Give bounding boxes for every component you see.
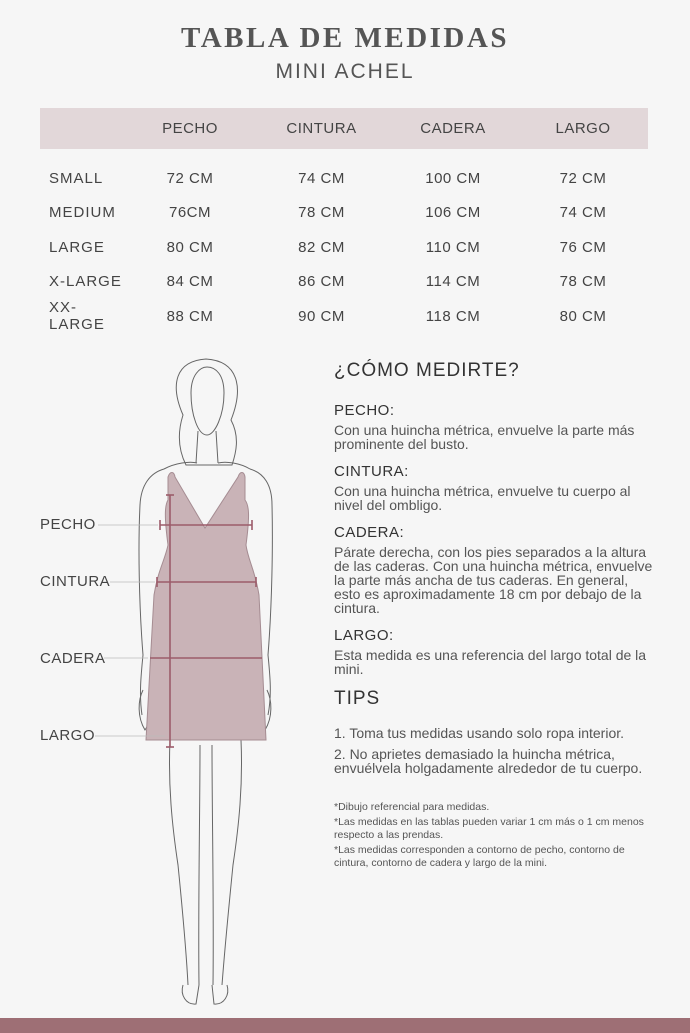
- how-to-title: ¿CÓMO MEDIRTE?: [334, 360, 520, 381]
- table-row: [40, 149, 648, 196]
- cadera-value: 118 CM: [425, 307, 481, 325]
- pecho-value: 80 CM: [166, 238, 214, 256]
- label-largo: LARGO: [40, 727, 96, 744]
- table-header-size: [40, 108, 125, 149]
- table-header-cadera: CADERA: [388, 108, 518, 149]
- cadera-value: 100 CM: [425, 169, 481, 187]
- size-name: SMALL: [49, 169, 104, 187]
- size-name: X-LARGE: [49, 273, 122, 291]
- size-name: LARGE: [49, 238, 105, 256]
- cintura-value: 86 CM: [298, 273, 345, 291]
- cintura-value: 90 CM: [298, 307, 345, 325]
- largo-value: 78 CM: [559, 273, 607, 291]
- footnote: *Las medidas en las tablas pueden variar 1 cm más o 1 cm menos respecto a las prendas.: [334, 816, 644, 841]
- size-name: XX-LARGE: [49, 299, 105, 334]
- pecho-value: 84 CM: [166, 273, 214, 291]
- cadera-heading: CADERA:: [334, 524, 405, 541]
- table-header-pecho: PECHO: [125, 108, 255, 149]
- pecho-value: 88 CM: [166, 307, 214, 325]
- feet-outline: [182, 985, 228, 1004]
- product-subtitle: MINI ACHEL: [275, 60, 415, 83]
- how-to-measure-section: [334, 360, 654, 872]
- footer-bar: [0, 1018, 690, 1033]
- largo-value: 72 CM: [559, 169, 607, 187]
- size-table: [40, 108, 648, 334]
- footnote: *Dibujo referencial para medidas.: [334, 801, 490, 813]
- cintura-value: 78 CM: [298, 204, 345, 222]
- cintura-value: 82 CM: [298, 238, 345, 256]
- tip-item: 2. No aprietes demasiado la huincha métrica, envuélvela holgadamente alrededor de tu cuerpo.: [334, 746, 643, 776]
- table-row: [40, 196, 648, 231]
- table-header-row: [40, 108, 648, 149]
- footnotes: [334, 801, 654, 870]
- table-row: [40, 299, 648, 334]
- table-header-largo: LARGO: [518, 108, 648, 149]
- label-pecho: PECHO: [40, 516, 96, 533]
- largo-value: 76 CM: [559, 238, 607, 256]
- body-figure-illustration: [0, 345, 320, 1015]
- label-cintura: CINTURA: [40, 573, 111, 590]
- cadera-value: 110 CM: [425, 238, 481, 256]
- largo-heading: LARGO:: [334, 627, 394, 644]
- tips-list: [334, 726, 654, 775]
- table-header-cintura: CINTURA: [255, 108, 388, 149]
- largo-value: 80 CM: [559, 307, 607, 325]
- cadera-value: 106 CM: [425, 204, 481, 222]
- size-name: MEDIUM: [49, 204, 116, 222]
- page-title: TABLA DE MEDIDAS: [181, 22, 509, 54]
- footnote: *Las medidas corresponden a contorno de pecho, contorno de cintura, contorno de cadera y largo de la mini.: [334, 844, 625, 869]
- pecho-heading: PECHO:: [334, 402, 395, 419]
- body-figure-svg: [0, 345, 320, 1015]
- cintura-heading: CINTURA:: [334, 463, 409, 480]
- cintura-text: Con una huincha métrica, envuelve tu cuerpo al nivel del ombligo.: [334, 483, 631, 513]
- largo-text: Esta medida es una referencia del largo total de la mini.: [334, 647, 647, 677]
- tip-item: 1. Toma tus medidas usando solo ropa interior.: [334, 725, 625, 741]
- pecho-value: 72 CM: [166, 169, 214, 187]
- tips-title: TIPS: [334, 688, 381, 709]
- cintura-value: 74 CM: [298, 169, 345, 187]
- dress-shape: [146, 473, 266, 741]
- table-row: [40, 230, 648, 265]
- cadera-text: Párate derecha, con los pies separados a la altura de las caderas. Con una huincha métrica, envuelve la parte más ancha de tus caderas. En general, esto es aproximadamente 18 cm por debajo de la cintura.: [334, 544, 653, 616]
- cadera-value: 114 CM: [425, 273, 481, 291]
- pecho-text: Con una huincha métrica, envuelve la parte más prominente del busto.: [334, 422, 635, 452]
- pecho-value: 76CM: [168, 204, 211, 222]
- largo-value: 74 CM: [559, 204, 607, 222]
- table-row: [40, 265, 648, 300]
- label-cadera: CADERA: [40, 650, 106, 667]
